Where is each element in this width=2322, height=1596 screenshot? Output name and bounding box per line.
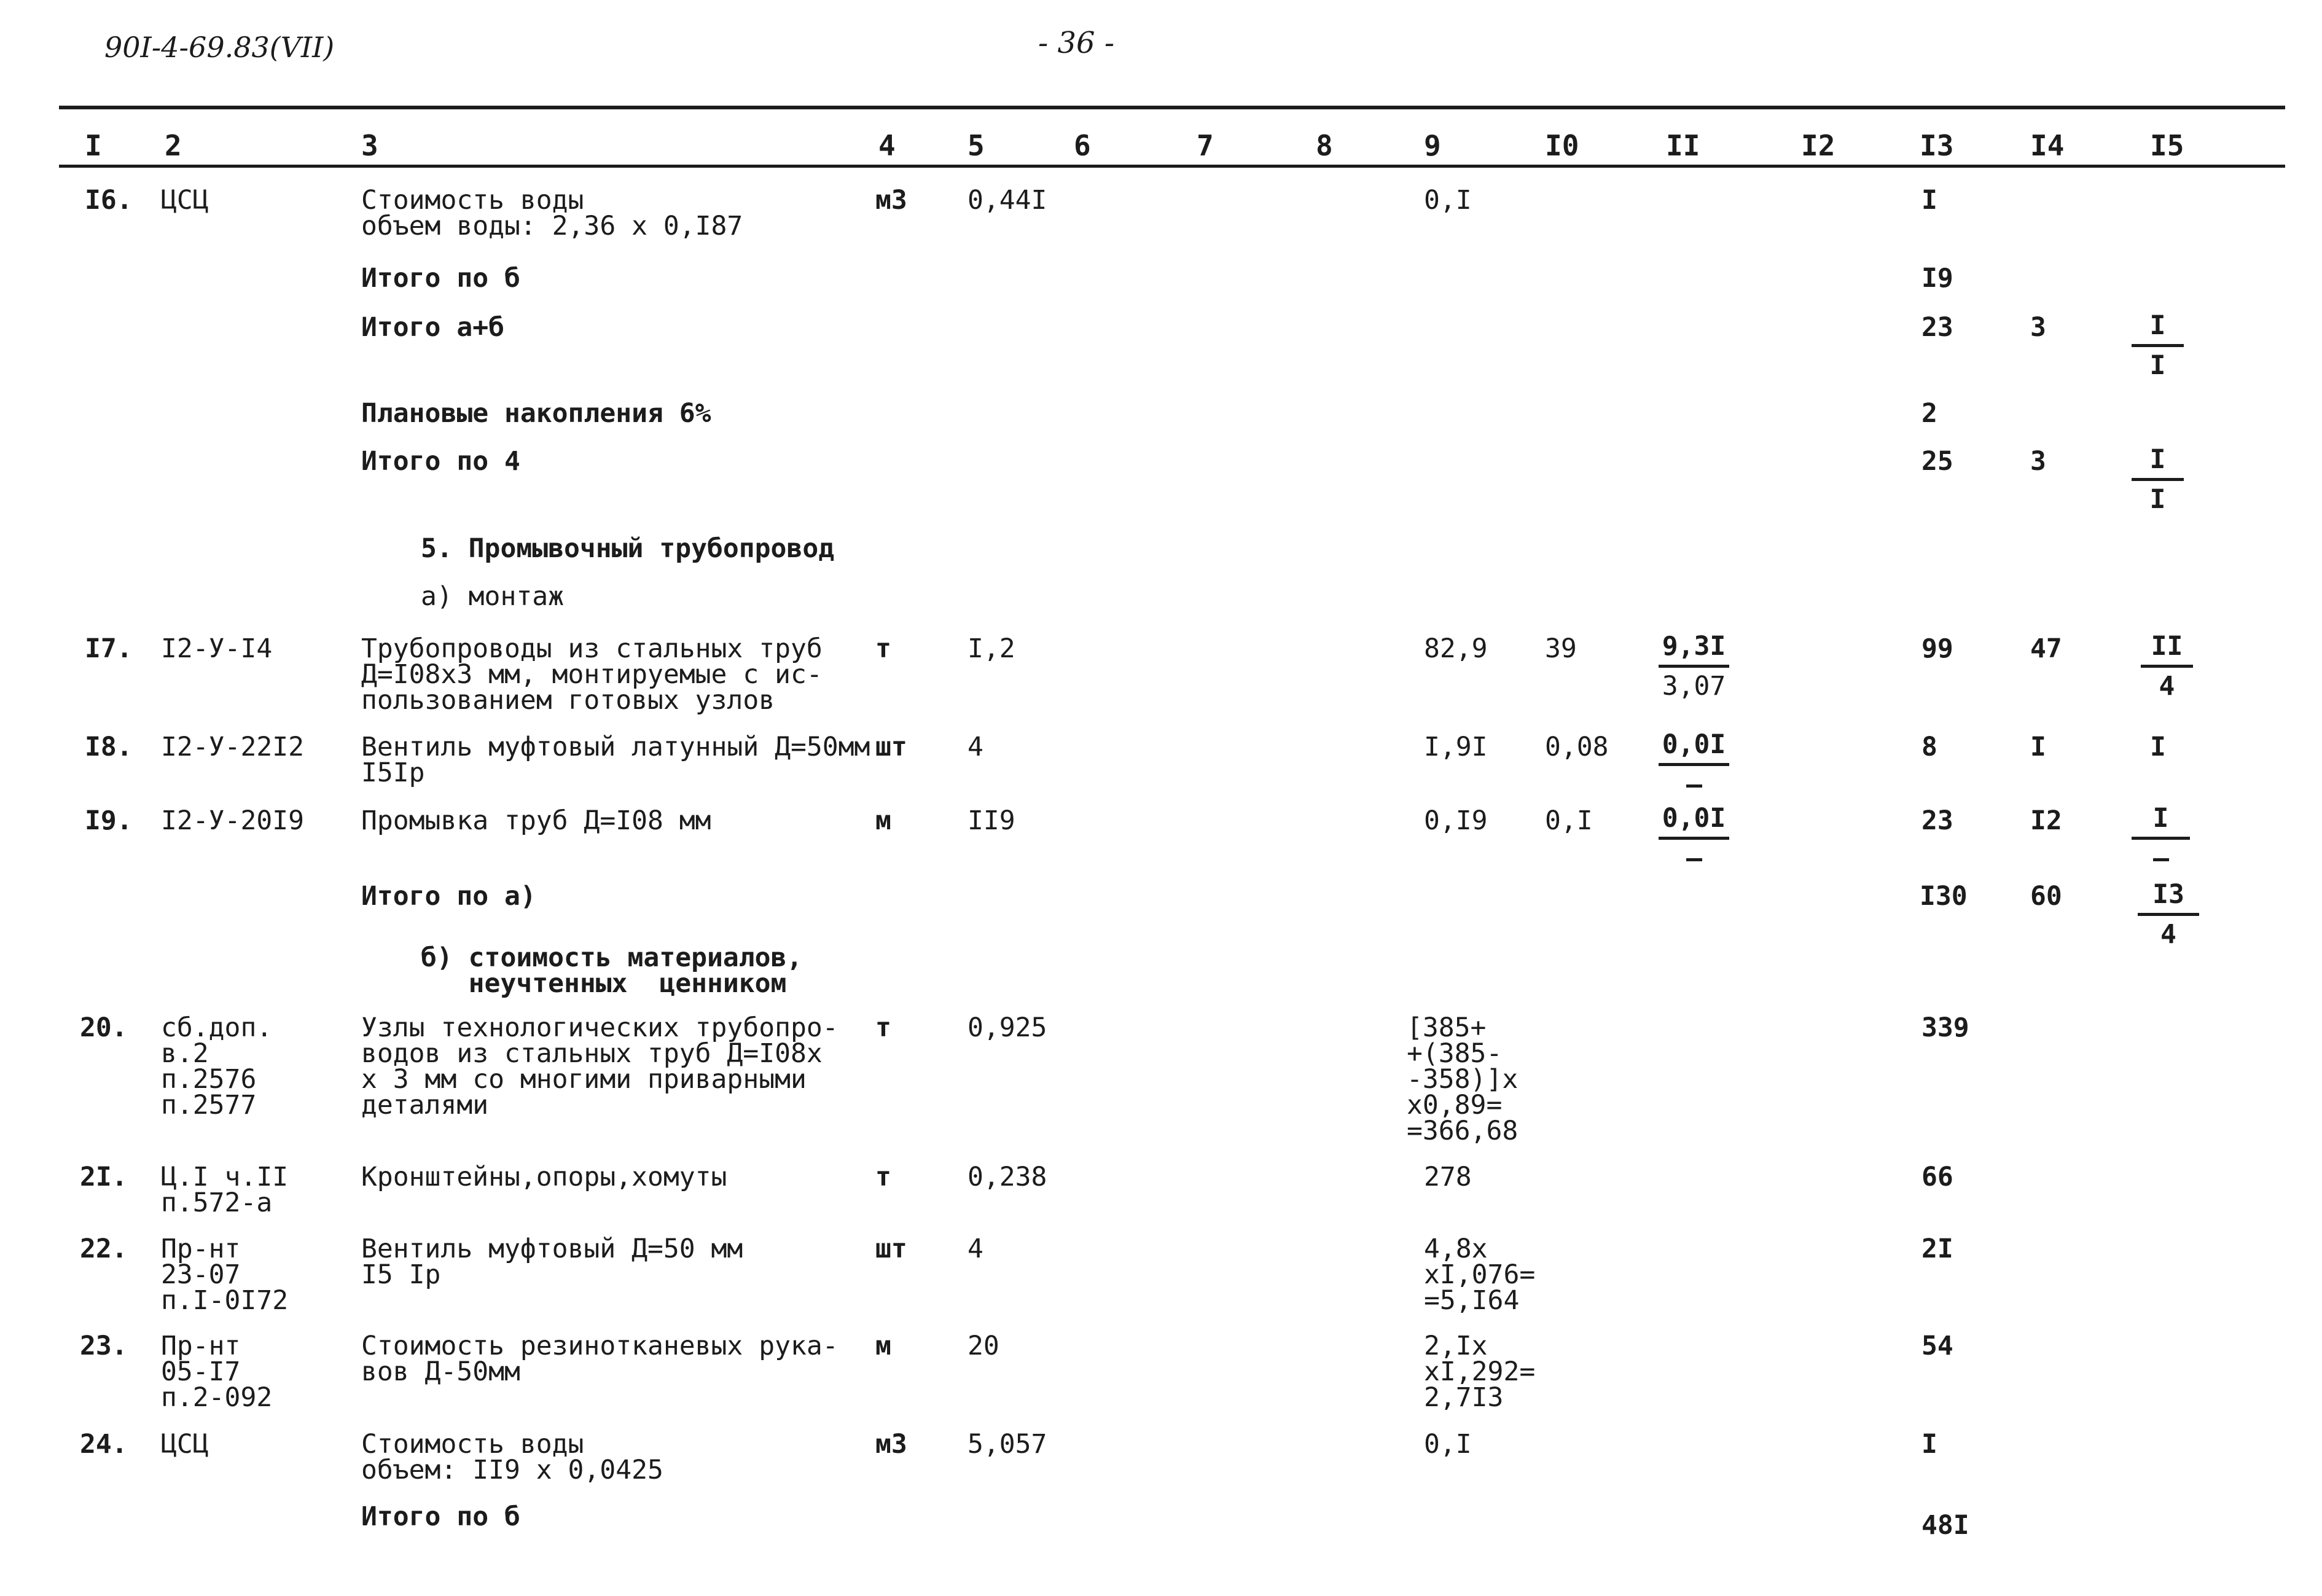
row-number: I6. <box>85 185 133 216</box>
unit: м3 <box>875 1429 907 1460</box>
fraction-numerator: I <box>2132 307 2184 347</box>
column-header-7: 7 <box>1197 129 1214 162</box>
fraction-numerator: I3 <box>2138 876 2199 916</box>
row-number: 20. <box>80 1012 128 1043</box>
fraction-empty-denominator <box>1659 766 1729 803</box>
machine-cost-fraction <box>2132 441 2184 518</box>
quantity: 4 <box>968 1234 983 1264</box>
subtotal-label: Итого по а) <box>361 881 536 912</box>
unit: шт <box>875 1234 907 1264</box>
wage-cost: 60 <box>2030 881 2062 912</box>
work-name: Промывка труб Д=I08 мм <box>361 805 711 836</box>
wage-cost: I <box>2030 732 2046 762</box>
unit: т <box>875 1162 891 1192</box>
quantity: 0,44I <box>968 185 1047 216</box>
column-header-11: II <box>1666 129 1700 162</box>
fraction-numerator: 0,0I <box>1659 726 1729 766</box>
work-name: Трубопроводы из стальных труб Д=I08x3 мм, монтируемые с ис- пользованием готовых узлов <box>361 633 823 716</box>
unit-machine-fraction <box>1659 726 1729 803</box>
column-header-2: 2 <box>165 129 182 162</box>
work-name: Стоимость воды объем: II9 x 0,0425 <box>361 1429 663 1485</box>
subtotal-label: Итого а+б <box>361 312 504 343</box>
work-name: Вентиль муфтовый латунный Д=50мм I5Iр <box>361 732 870 788</box>
unit-machine-fraction <box>1659 628 1729 705</box>
unit-cost-formula: 2,Ix xI,292= 2,7I3 <box>1424 1331 1536 1413</box>
total-cost: 99 <box>1921 633 1953 664</box>
column-header-3: 3 <box>361 129 378 162</box>
row-number: I7. <box>85 633 133 664</box>
fraction-empty-denominator <box>1659 840 1729 877</box>
machine-cost-fraction <box>2138 876 2199 953</box>
total-cost: 48I <box>1921 1510 1969 1541</box>
rate-code: сб.доп. в.2 п.2576 п.2577 <box>161 1012 273 1121</box>
work-name: Вентиль муфтовый Д=50 мм I5 Iр <box>361 1234 743 1290</box>
fraction-numerator: 0,0I <box>1659 800 1729 840</box>
machine-cost-fraction <box>2132 307 2184 384</box>
work-name: Стоимость воды объем воды: 2,36 x 0,I87 <box>361 185 743 241</box>
document-code: 90I-4-69.83(VII) <box>104 31 335 64</box>
unit: т <box>875 633 891 664</box>
column-header-1: I <box>85 129 102 162</box>
machine-cost-fraction <box>2141 628 2193 705</box>
fraction-denominator: I <box>2149 484 2166 515</box>
subtotal-label: Плановые накопления 6% <box>361 398 711 429</box>
section-heading-5: 5. Промывочный трубопровод <box>421 533 835 564</box>
row-number: I9. <box>85 805 133 836</box>
rate-code: ЦСЦ <box>161 1429 209 1460</box>
rate-code: I2-У-22I2 <box>161 732 304 762</box>
work-name: Стоимость резинотканевых рука- вов Д-50мм <box>361 1331 838 1387</box>
page-number: - 36 - <box>1038 26 1115 60</box>
column-header-4: 4 <box>878 129 896 162</box>
total-cost: 23 <box>1921 312 1953 343</box>
column-header-13: I3 <box>1920 129 1954 162</box>
rate-code: I2-У-20I9 <box>161 805 304 836</box>
unit-cost: 0,I <box>1424 1429 1472 1460</box>
total-cost: I9 <box>1921 263 1953 294</box>
unit-cost-formula: [385+ +(385- -358)]x x0,89= =366,68 <box>1407 1012 1519 1146</box>
fraction-denominator: 4 <box>2159 671 2175 702</box>
column-header-8: 8 <box>1316 129 1333 162</box>
unit-cost: 0,I <box>1424 185 1472 216</box>
column-header-10: I0 <box>1545 129 1579 162</box>
quantity: 0,238 <box>968 1162 1047 1192</box>
quantity: 5,057 <box>968 1429 1047 1460</box>
unit-cost: 0,I9 <box>1424 805 1488 836</box>
total-cost: I <box>1921 185 1937 216</box>
unit-wage: 0,I <box>1545 805 1593 836</box>
column-header-12: I2 <box>1801 129 1835 162</box>
row-number: 2I. <box>80 1162 128 1192</box>
column-header-9: 9 <box>1424 129 1441 162</box>
fraction-numerator: 9,3I <box>1659 628 1729 668</box>
total-cost: 339 <box>1921 1012 1969 1043</box>
fraction-numerator: I <box>2132 800 2190 840</box>
row-number: 23. <box>80 1331 128 1361</box>
total-cost: 23 <box>1921 805 1953 836</box>
work-name: Кронштейны,опоры,хомуты <box>361 1162 727 1192</box>
rate-code: Пр-нт 05-I7 п.2-092 <box>161 1331 273 1413</box>
table-header-rule <box>59 165 2285 168</box>
table-top-rule <box>59 106 2285 109</box>
wage-cost: 3 <box>2030 312 2046 343</box>
row-number: 22. <box>80 1234 128 1264</box>
unit: м <box>875 1331 891 1361</box>
unit-cost-formula: 4,8x xI,076= =5,I64 <box>1424 1234 1536 1316</box>
subtotal-label: Итого по 4 <box>361 446 520 477</box>
column-header-5: 5 <box>968 129 985 162</box>
quantity: 4 <box>968 732 983 762</box>
unit-wage: 0,08 <box>1545 732 1609 762</box>
unit-cost: 82,9 <box>1424 633 1488 664</box>
unit: шт <box>875 732 907 762</box>
total-cost: I30 <box>1920 881 1968 912</box>
machine-cost-fraction <box>2132 800 2190 877</box>
unit-wage: 39 <box>1545 633 1577 664</box>
fraction-numerator: II <box>2141 628 2193 668</box>
rate-code: Ц.I ч.II п.572-а <box>161 1162 289 1218</box>
quantity: II9 <box>968 805 1015 836</box>
fraction-numerator: I <box>2132 441 2184 481</box>
unit: т <box>875 1012 891 1043</box>
wage-cost: 47 <box>2030 633 2062 664</box>
quantity: I,2 <box>968 633 1015 664</box>
unit-cost: 278 <box>1424 1162 1472 1192</box>
quantity: 0,925 <box>968 1012 1047 1043</box>
rate-code: ЦСЦ <box>161 185 209 216</box>
column-header-15: I5 <box>2150 129 2184 162</box>
subsection-heading-a: а) монтаж <box>421 581 564 612</box>
unit-cost: I,9I <box>1424 732 1488 762</box>
fraction-denominator: 3,07 <box>1662 671 1726 702</box>
subsection-heading-b: б) стоимость материалов, неучтенных ценником <box>421 942 803 999</box>
total-cost: 25 <box>1921 446 1953 477</box>
machine-cost: I <box>2150 732 2166 762</box>
wage-cost: I2 <box>2030 805 2062 836</box>
wage-cost: 3 <box>2030 446 2046 477</box>
column-header-14: I4 <box>2030 129 2065 162</box>
total-cost: I <box>1921 1429 1937 1460</box>
row-number: I8. <box>85 732 133 762</box>
unit-machine-fraction <box>1659 800 1729 877</box>
total-cost: 66 <box>1921 1162 1953 1192</box>
total-cost: 8 <box>1921 732 1937 762</box>
rate-code: I2-У-I4 <box>161 633 273 664</box>
unit: м3 <box>875 185 907 216</box>
quantity: 20 <box>968 1331 999 1361</box>
work-name: Узлы технологических трубопро- водов из стальных труб Д=I08x x 3 мм со многими приварными деталями <box>361 1012 838 1121</box>
total-cost: 54 <box>1921 1331 1953 1361</box>
rate-code: Пр-нт 23-07 п.I-0I72 <box>161 1234 289 1316</box>
fraction-denominator: 4 <box>2160 919 2176 950</box>
total-cost: 2 <box>1921 398 1937 429</box>
row-number: 24. <box>80 1429 128 1460</box>
column-header-6: 6 <box>1074 129 1091 162</box>
unit: м <box>875 805 891 836</box>
total-cost: 2I <box>1921 1234 1953 1264</box>
fraction-denominator: I <box>2149 350 2166 381</box>
subtotal-label: Итого по б <box>361 1501 520 1532</box>
subtotal-label: Итого по б <box>361 263 520 294</box>
fraction-empty-denominator <box>2132 840 2190 877</box>
